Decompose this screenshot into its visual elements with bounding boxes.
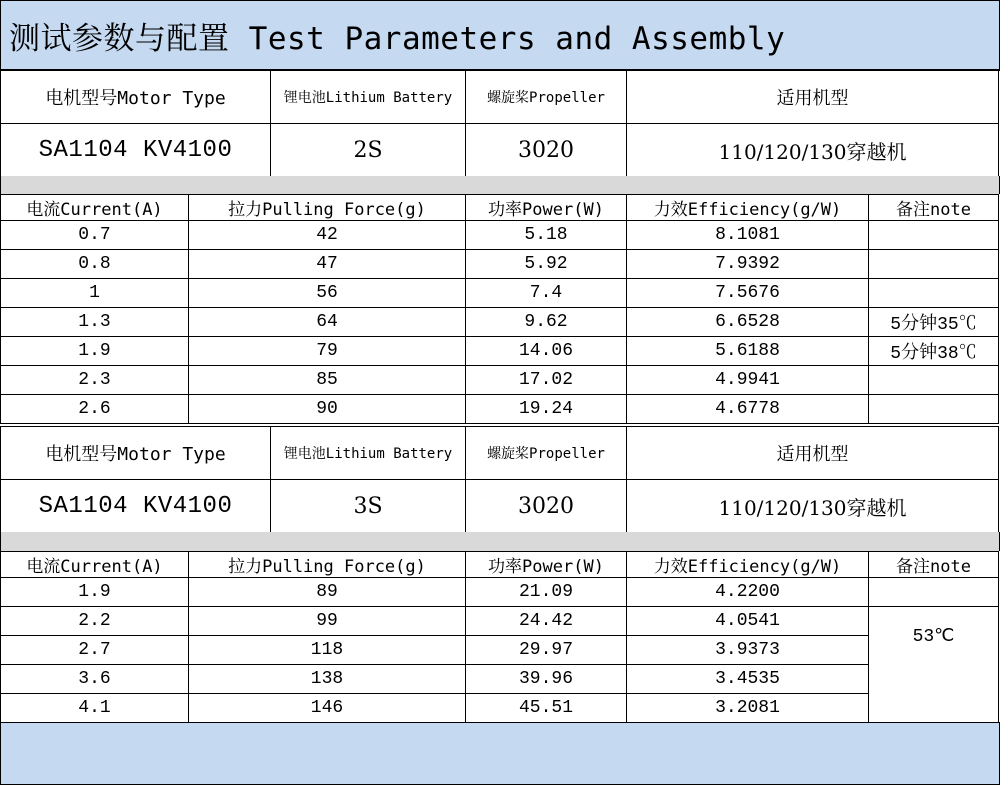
cell-current: 2.6: [1, 395, 189, 424]
cell-efficiency: 8.1081: [627, 221, 869, 250]
cell-current: 1: [1, 279, 189, 308]
footer-bar: [0, 722, 1000, 785]
data-header-row: [1, 195, 999, 221]
cell-force: 47: [189, 250, 466, 279]
cell-power: 5.18: [466, 221, 627, 250]
cell-force: 64: [189, 308, 466, 337]
table-row: [1, 665, 999, 694]
page-title: 测试参数与配置 Test Parameters and Assembly: [9, 20, 786, 57]
cell-current: 1.9: [1, 578, 189, 607]
cell-power: 39.96: [466, 665, 627, 694]
cell-force: 118: [189, 636, 466, 665]
cell-current: 0.7: [1, 221, 189, 250]
cell-note: 5分钟35℃: [869, 308, 999, 337]
cell-efficiency: 4.9941: [627, 366, 869, 395]
cell-current: 2.7: [1, 636, 189, 665]
cell-force: 42: [189, 221, 466, 250]
header-note: 备注note: [869, 552, 999, 578]
cell-efficiency: 7.9392: [627, 250, 869, 279]
cell-note: [869, 366, 999, 395]
cell-current: 1.9: [1, 337, 189, 366]
spec-header-fit: 适用机型: [627, 427, 999, 480]
table-row: [1, 279, 999, 308]
cell-efficiency: 5.6188: [627, 337, 869, 366]
table-row: [1, 607, 999, 636]
table-row: [1, 308, 999, 337]
data-header-row: [1, 552, 999, 578]
cell-power: 5.92: [466, 250, 627, 279]
table-row: [1, 221, 999, 250]
cell-power: 29.97: [466, 636, 627, 665]
cell-current: 1.3: [1, 308, 189, 337]
cell-efficiency: 4.2200: [627, 578, 869, 607]
spec-header-battery: 锂电池Lithium Battery: [271, 427, 466, 480]
spec-motor-value: SA1104 KV4100: [1, 480, 271, 533]
header-note: 备注note: [869, 195, 999, 221]
header-current: 电流Current(A): [1, 552, 189, 578]
cell-note: [869, 250, 999, 279]
cell-power: 19.24: [466, 395, 627, 424]
spec-header-motor: 电机型号Motor Type: [1, 71, 271, 124]
spec-propeller-value: 3020: [466, 124, 627, 177]
table-row: [1, 395, 999, 424]
header-power: 功率Power(W): [466, 195, 627, 221]
cell-force: 79: [189, 337, 466, 366]
section-divider: [0, 176, 1000, 194]
spec-table-2s-full: [0, 70, 999, 177]
cell-current: 2.2: [1, 607, 189, 636]
cell-current: 0.8: [1, 250, 189, 279]
cell-force: 89: [189, 578, 466, 607]
table-row: [1, 694, 999, 723]
header-force: 拉力Pulling Force(g): [189, 552, 466, 578]
data-table-3s: [0, 551, 999, 723]
cell-force: 146: [189, 694, 466, 723]
cell-note: [869, 578, 999, 607]
cell-efficiency: 6.6528: [627, 308, 869, 337]
cell-force: 90: [189, 395, 466, 424]
table-row: [1, 337, 999, 366]
cell-force: 138: [189, 665, 466, 694]
spec-battery-value: 3S: [271, 480, 466, 533]
header-force: 拉力Pulling Force(g): [189, 195, 466, 221]
cell-efficiency: 4.0541: [627, 607, 869, 636]
spec-fit-value: 110/120/130穿越机: [627, 124, 999, 177]
cell-power: 45.51: [466, 694, 627, 723]
cell-efficiency: 3.9373: [627, 636, 869, 665]
table-row: [1, 366, 999, 395]
cell-current: 3.6: [1, 665, 189, 694]
header-efficiency: 力效Efficiency(g/W): [627, 552, 869, 578]
spec-header-motor: 电机型号Motor Type: [1, 427, 271, 480]
table-row: [1, 578, 999, 607]
cell-note-merged: 53℃: [869, 607, 999, 723]
spec-fit-value: 110/120/130穿越机: [627, 480, 999, 533]
section-divider: [0, 532, 1000, 551]
spec-propeller-value: 3020: [466, 480, 627, 533]
cell-power: 7.4: [466, 279, 627, 308]
cell-current: 2.3: [1, 366, 189, 395]
cell-note: [869, 395, 999, 424]
cell-efficiency: 7.5676: [627, 279, 869, 308]
title-bar: [0, 0, 1000, 71]
header-power: 功率Power(W): [466, 552, 627, 578]
header-current: 电流Current(A): [1, 195, 189, 221]
cell-efficiency: 3.2081: [627, 694, 869, 723]
cell-note: [869, 279, 999, 308]
spec-table-3s: [0, 426, 999, 533]
cell-current: 4.1: [1, 694, 189, 723]
cell-power: 21.09: [466, 578, 627, 607]
cell-note: 5分钟38℃: [869, 337, 999, 366]
cell-power: 24.42: [466, 607, 627, 636]
spec-header-fit: 适用机型: [627, 71, 999, 124]
cell-power: 14.06: [466, 337, 627, 366]
spec-motor-value: SA1104 KV4100: [1, 124, 271, 177]
cell-efficiency: 4.6778: [627, 395, 869, 424]
cell-force: 99: [189, 607, 466, 636]
spec-header-propeller: 螺旋桨Propeller: [466, 71, 627, 124]
spec-header-propeller: 螺旋桨Propeller: [466, 427, 627, 480]
table-row: [1, 250, 999, 279]
cell-force: 56: [189, 279, 466, 308]
spec-battery-value: 2S: [271, 124, 466, 177]
cell-power: 9.62: [466, 308, 627, 337]
cell-force: 85: [189, 366, 466, 395]
spec-header-battery: 锂电池Lithium Battery: [271, 71, 466, 124]
cell-power: 17.02: [466, 366, 627, 395]
header-efficiency: 力效Efficiency(g/W): [627, 195, 869, 221]
data-table-2s: [0, 194, 999, 424]
cell-efficiency: 3.4535: [627, 665, 869, 694]
cell-note: [869, 221, 999, 250]
table-row: [1, 636, 999, 665]
